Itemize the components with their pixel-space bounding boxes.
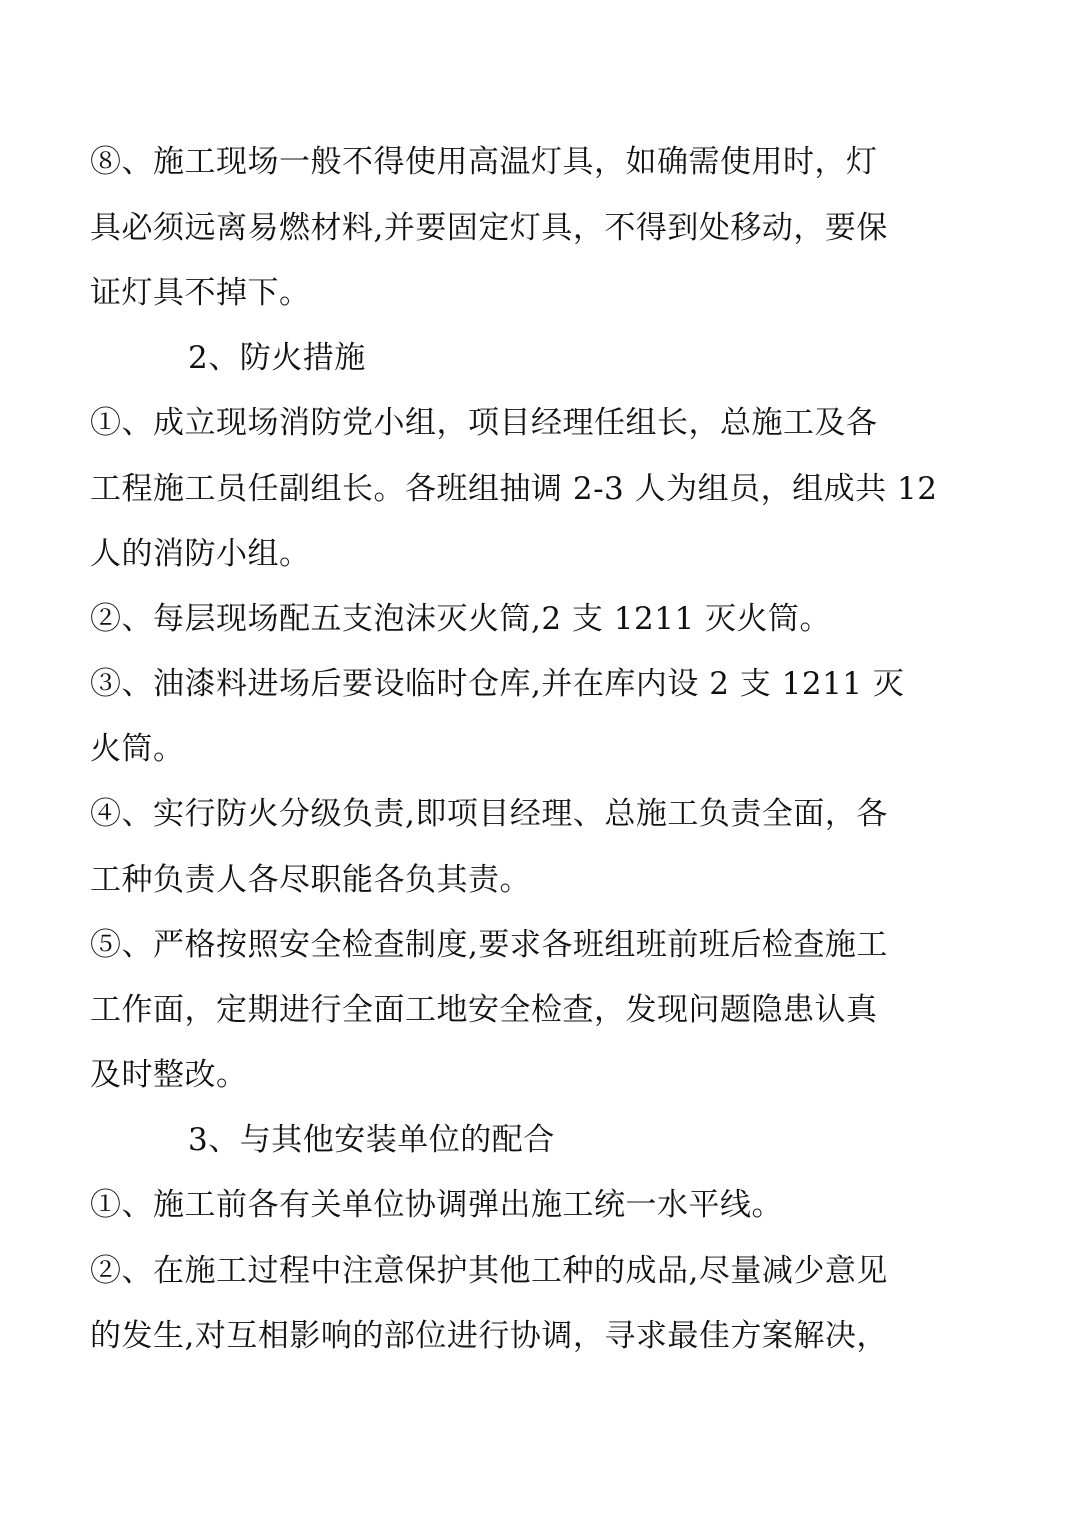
- body-text-line: 工种负责人各尽职能各负其责。: [90, 862, 531, 898]
- body-text-line: ③、油漆料进场后要设临时仓库,并在库内设 2 支 1211 灭: [90, 666, 905, 702]
- body-text-line: 的发生,对互相影响的部位进行协调，寻求最佳方案解决，: [90, 1318, 888, 1354]
- body-text-line: ①、成立现场消防党小组，项目经理任组长，总施工及各: [90, 405, 878, 441]
- body-text-line: 工程施工员任副组长。各班组抽调 2-3 人为组员，组成共 12: [90, 471, 938, 507]
- body-text-line: 工作面，定期进行全面工地安全检查，发现问题隐患认真: [90, 992, 878, 1028]
- body-text-line: 火筒。: [90, 731, 185, 767]
- body-text-line: 人的消防小组。: [90, 536, 311, 572]
- body-text-line: ⑧、施工现场一般不得使用高温灯具，如确需使用时，灯: [90, 144, 878, 180]
- body-text-line: ⑤、严格按照安全检查制度,要求各班组班前班后检查施工: [90, 927, 888, 963]
- section-heading: 2、防火措施: [188, 340, 366, 376]
- body-text-line: 及时整改。: [90, 1057, 248, 1093]
- body-text-line: 证灯具不掉下。: [90, 275, 311, 311]
- body-text-line: ①、施工前各有关单位协调弹出施工统一水平线。: [90, 1187, 783, 1223]
- body-text-line: ②、在施工过程中注意保护其他工种的成品,尽量减少意见: [90, 1253, 888, 1289]
- body-text-line: 具必须远离易燃材料,并要固定灯具，不得到处移动，要保: [90, 210, 888, 246]
- body-text-line: ④、实行防火分级负责,即项目经理、总施工负责全面，各: [90, 796, 888, 832]
- body-text-line: ②、每层现场配五支泡沫灭火筒,2 支 1211 灭火筒。: [90, 601, 832, 637]
- section-heading: 3、与其他安装单位的配合: [188, 1122, 555, 1158]
